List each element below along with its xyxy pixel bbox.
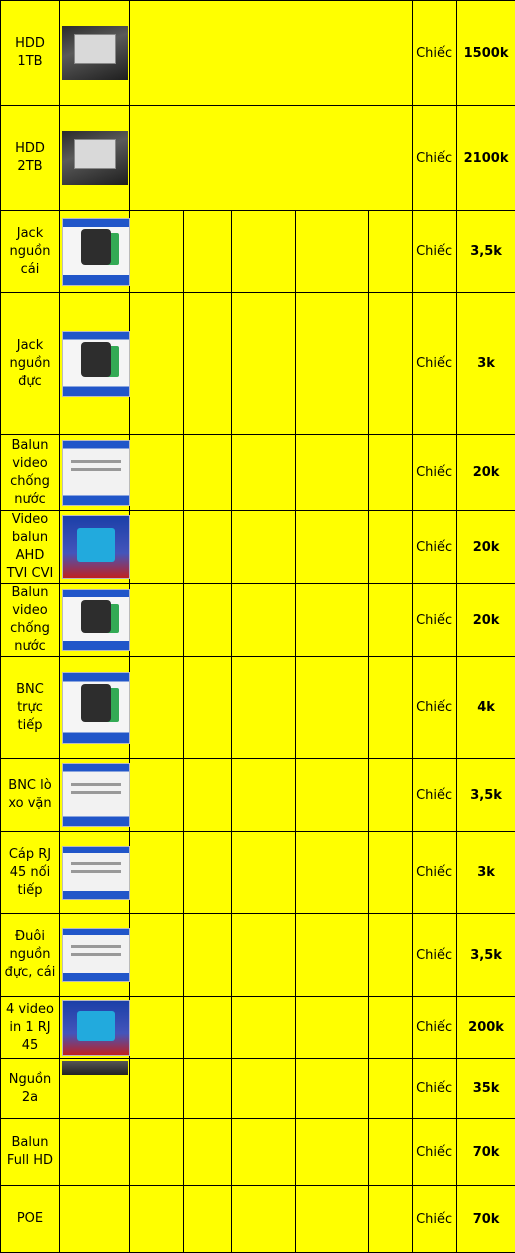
unit-cell: Chiếc [413,997,457,1059]
empty-cell [296,1059,369,1119]
unit-cell: Chiếc [413,211,457,293]
product-name: Balun video chống nước [1,584,60,657]
product-name: Balun video chống nước [1,435,60,511]
table-row [1,211,515,293]
price-cell: 200k [457,997,515,1059]
empty-cell [184,997,232,1059]
unit-cell: Chiếc [413,584,457,657]
empty-cell [184,1119,232,1186]
hard-drive-photo [62,26,128,80]
unit-cell: Chiếc [413,914,457,997]
empty-cell [130,997,184,1059]
product-image-cell [60,293,130,435]
price-cell: 20k [457,584,515,657]
product-name: POE [1,1186,60,1253]
empty-cell [130,511,184,584]
table-row [1,657,515,759]
product-image-cell [60,914,130,997]
empty-cell [184,1059,232,1119]
product-name: Cáp RJ 45 nối tiếp [1,832,60,914]
product-image-cell [60,511,130,584]
unit-cell: Chiếc [413,832,457,914]
product-name: Video balun AHD TVI CVI [1,511,60,584]
product-name: Đuôi nguồn đực, cái [1,914,60,997]
product-image-cell [60,832,130,914]
unit-cell: Chiếc [413,106,457,211]
table-row [1,435,515,511]
empty-cell [130,1,413,106]
product-name: BNC trực tiếp [1,657,60,759]
empty-cell [232,1186,296,1253]
empty-cell [130,759,184,832]
empty-cell [232,584,296,657]
empty-cell [184,584,232,657]
unit-cell: Chiếc [413,1059,457,1119]
empty-cell [369,759,413,832]
empty-cell [184,759,232,832]
empty-cell [296,997,369,1059]
empty-cell [184,293,232,435]
empty-cell [130,657,184,759]
empty-cell [296,832,369,914]
product-image-cell [60,759,130,832]
table-row [1,1186,515,1253]
table-row [1,1059,515,1119]
empty-cell [232,914,296,997]
unit-cell: Chiếc [413,435,457,511]
table-row [1,106,515,211]
empty-cell [232,832,296,914]
video-balun-photo [62,589,130,651]
empty-cell [184,832,232,914]
empty-cell [296,211,369,293]
empty-cell [130,211,184,293]
price-cell: 3,5k [457,211,515,293]
unit-cell: Chiếc [413,657,457,759]
empty-cell [232,211,296,293]
price-cell: 20k [457,435,515,511]
price-cell: 3,5k [457,759,515,832]
price-cell: 70k [457,1186,515,1253]
dc-male-jack-photo [62,331,130,397]
bnc-spring-photo [62,763,130,827]
power-supply-photo [62,1061,128,1075]
product-name: HDD 1TB [1,1,60,106]
product-name: Balun Full HD [1,1119,60,1186]
empty-cell [369,1059,413,1119]
empty-cell [232,511,296,584]
empty-cell [296,657,369,759]
empty-cell [369,435,413,511]
product-image-cell [60,106,130,211]
unit-cell: Chiếc [413,1,457,106]
product-image-cell [60,997,130,1059]
rj45-balun-photo [62,1000,130,1056]
empty-cell [232,657,296,759]
product-name: Jack nguồn đực [1,293,60,435]
empty-cell [130,1059,184,1119]
empty-cell [296,511,369,584]
empty-cell [232,997,296,1059]
empty-cell [130,293,184,435]
product-name: Jack nguồn cái [1,211,60,293]
rj45-coupler-photo [62,846,130,900]
product-name: Nguồn 2a [1,1059,60,1119]
product-image-cell [60,584,130,657]
price-cell: 3k [457,832,515,914]
empty-cell [296,759,369,832]
empty-cell [130,832,184,914]
price-cell: 3k [457,293,515,435]
empty-cell [296,584,369,657]
product-image-cell [60,211,130,293]
table-row [1,1119,515,1186]
empty-cell [60,1186,130,1253]
power-tail-photo [62,928,130,982]
price-cell: 70k [457,1119,515,1186]
price-cell: 35k [457,1059,515,1119]
empty-cell [369,657,413,759]
product-name: BNC lò xo vặn [1,759,60,832]
empty-cell [184,511,232,584]
empty-cell [184,657,232,759]
empty-cell [369,832,413,914]
product-image-cell [60,1059,130,1119]
empty-cell [369,511,413,584]
video-balun-photo [62,440,130,506]
bnc-connector-photo [62,672,130,744]
unit-cell: Chiếc [413,759,457,832]
empty-cell [130,1119,184,1186]
empty-cell [232,1119,296,1186]
product-image-cell [60,657,130,759]
unit-cell: Chiếc [413,1119,457,1186]
unit-cell: Chiếc [413,293,457,435]
empty-cell [130,435,184,511]
product-image-cell [60,1,130,106]
dc-female-jack-photo [62,218,130,286]
empty-cell [296,1119,369,1186]
product-image-cell [60,435,130,511]
unit-cell: Chiếc [413,511,457,584]
empty-cell [369,211,413,293]
empty-cell [369,997,413,1059]
empty-cell [184,914,232,997]
empty-cell [130,1186,184,1253]
empty-cell [184,211,232,293]
empty-cell [130,106,413,211]
table-row [1,914,515,997]
table-row [1,584,515,657]
empty-cell [369,293,413,435]
empty-cell [184,1186,232,1253]
table-row [1,997,515,1059]
empty-cell [296,1186,369,1253]
empty-cell [60,1119,130,1186]
unit-cell: Chiếc [413,1186,457,1253]
table-row [1,759,515,832]
price-cell: 4k [457,657,515,759]
empty-cell [369,584,413,657]
price-cell: 20k [457,511,515,584]
product-name: HDD 2TB [1,106,60,211]
empty-cell [232,1059,296,1119]
table-row [1,832,515,914]
table-row [1,293,515,435]
empty-cell [232,293,296,435]
empty-cell [130,584,184,657]
empty-cell [369,1186,413,1253]
empty-cell [296,293,369,435]
table-row [1,1,515,106]
empty-cell [232,759,296,832]
empty-cell [184,435,232,511]
hard-drive-photo [62,131,128,185]
empty-cell [296,914,369,997]
empty-cell [232,435,296,511]
empty-cell [296,435,369,511]
price-cell: 1500k [457,1,515,106]
product-name: 4 video in 1 RJ 45 [1,997,60,1059]
price-cell: 2100k [457,106,515,211]
empty-cell [369,914,413,997]
video-balun-box-photo [62,515,130,579]
empty-cell [369,1119,413,1186]
price-cell: 3,5k [457,914,515,997]
table-row [1,511,515,584]
empty-cell [130,914,184,997]
